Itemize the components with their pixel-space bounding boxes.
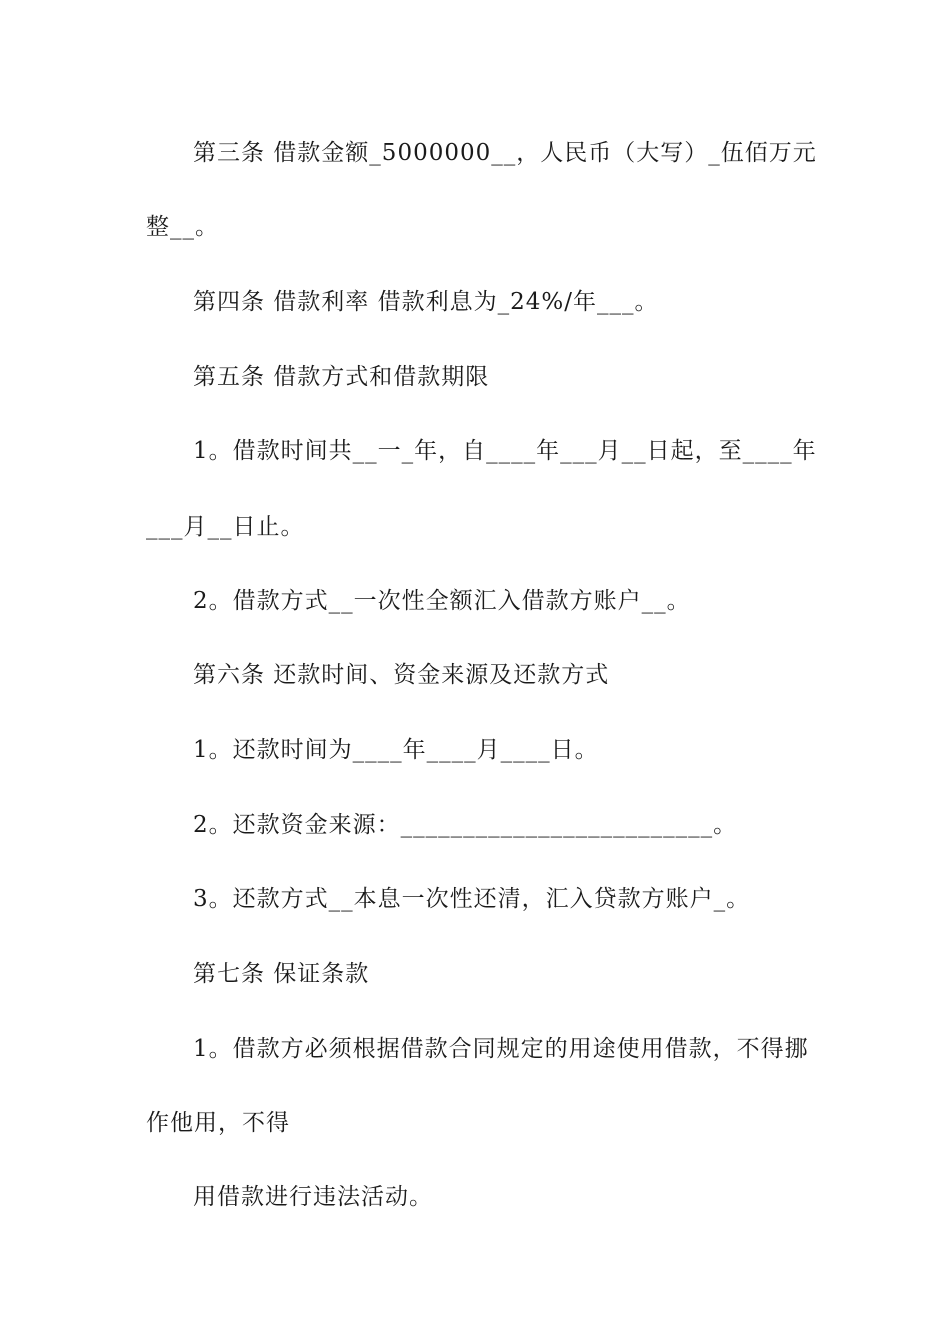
article-5-item-1: 1。借款时间共__一_年，自____年___月__日起，至____年 <box>193 438 817 464</box>
article-6-heading: 第六条 还款时间、资金来源及还款方式 <box>193 662 610 688</box>
article-7-item-1: 1。借款方必须根据借款合同规定的用途使用借款，不得挪 <box>193 1036 809 1062</box>
article-7-item-1-continued: 作他用，不得 <box>146 1110 290 1136</box>
article-5-item-2: 2。借款方式__一次性全额汇入借款方账户__。 <box>193 588 691 614</box>
article-6-item-2: 2。还款资金来源：_________________________。 <box>193 812 738 838</box>
article-3-amount: 第三条 借款金额_5000000__，人民币（大写）_伍佰万元 <box>193 140 817 166</box>
article-7-item-1-end: 用借款进行违法活动。 <box>193 1184 433 1210</box>
article-4-interest-rate: 第四条 借款利率 借款利息为_24%/年___。 <box>193 289 659 315</box>
article-3-amount-continued: 整__。 <box>146 214 219 240</box>
article-5-heading: 第五条 借款方式和借款期限 <box>193 364 490 390</box>
article-6-item-3: 3。还款方式__本息一次性还清，汇入贷款方账户_。 <box>193 886 751 912</box>
article-6-item-1: 1。还款时间为____年____月____日。 <box>193 737 599 763</box>
article-7-heading: 第七条 保证条款 <box>193 961 370 987</box>
article-5-item-1-continued: ___月__日止。 <box>146 514 305 540</box>
